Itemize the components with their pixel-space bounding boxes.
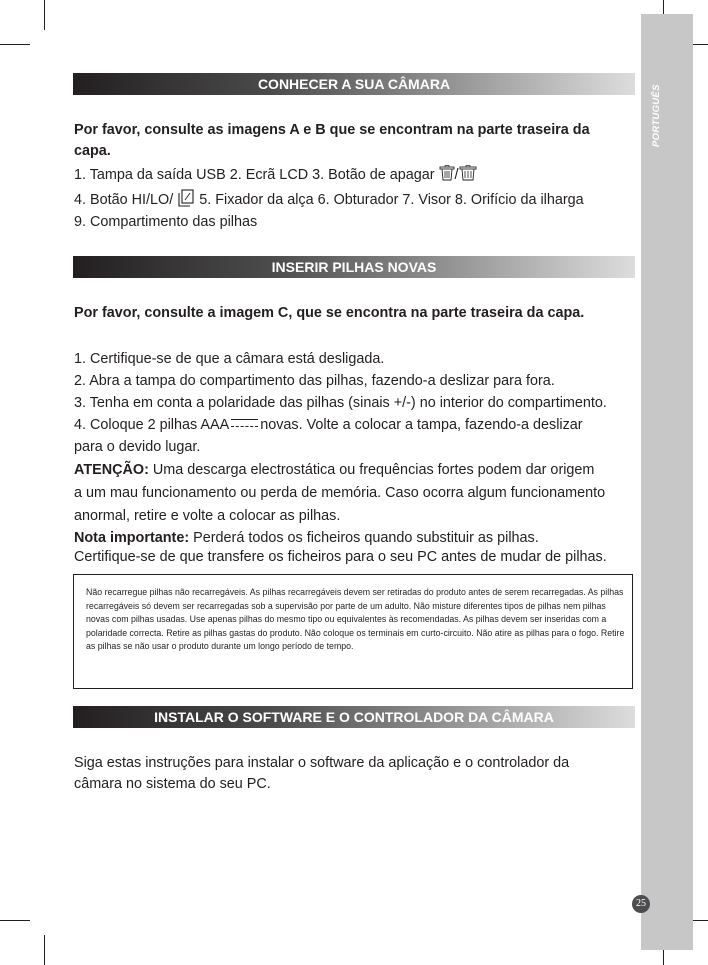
crop-mark [0,920,30,921]
crop-mark [44,0,45,30]
crop-mark [44,935,45,965]
attention-text: Uma descarga electrostática ou frequências fortes podem dar origem [148,462,595,478]
battery-step-4-text: 4. Coloque 2 pilhas AAA [74,417,230,433]
section1-intro-cont: capa. [74,143,111,159]
trash-all-icon [459,165,477,182]
attention-cont-1: a um mau funcionamento ou perda de memória. Caso ocorra algum funcionamento [74,485,606,501]
note-text: Perderá todos os ficheiros quando substituir as pilhas. [189,530,539,546]
parts-list-line-2 [74,189,584,210]
language-label: PORTUGUÊS [651,84,662,147]
attention-label: ATENÇÃO: [74,462,149,478]
image-quality-icon [177,189,195,207]
battery-step-2: 2. Abra a tampa do compartimento das pilhas, fazendo-a deslizar para fora. [74,373,555,389]
parts-list-text: 5. Fixador da alça 6. Obturador 7. Visor 8. Orifício da ilharga [195,192,584,208]
note-label: Nota importante: [74,530,190,546]
battery-step-4-cont: para o devido lugar. [74,439,201,455]
important-note [74,529,539,548]
parts-list-text: 4. Botão HI/LO/ [74,192,174,208]
attention-paragraph [74,461,594,480]
attention-cont-2: anormal, retire e volte a colocar as pilhas. [74,508,341,524]
parts-list-text: 1. Tampa da saída USB 2. Ecrã LCD 3. Botão de apagar [74,167,435,183]
language-side-tab [641,14,693,950]
install-instructions-line-2: câmara no sistema do seu PC. [74,776,271,792]
battery-step-3: 3. Tenha em conta a polaridade das pilhas (sinais +/-) no interior do compartimento. [74,395,607,411]
crop-mark [0,44,30,45]
battery-warning-text: Não recarregue pilhas não recarregáveis. As pilhas recarregáveis devem ser retiradas do produto antes de serem recarregadas. As pilhas recarregáveis só devem ser recarregadas sob a supervisão por parte de um adulto. Não misture diferentes tipos de pilhas nem pilhas novas com pilhas usadas. Use apenas pilhas do mesmo tipo ou equivalentes às recomendadas. As pilhas devem ser inseridas com a polaridade correcta. Retire as pilhas gastas do produto. Não coloque os terminais em curto-circuito. Não atire as pilhas para o fogo. Retire as pilhas se não usar o produto durante um longo período de tempo. [86,587,625,651]
install-instructions-line-1: Siga estas instruções para instalar o software da aplicação e o controlador da [74,755,570,771]
parts-list-line-3: 9. Compartimento das pilhas [74,214,258,230]
section-heading-insert-batteries: INSERIR PILHAS NOVAS [73,256,635,278]
direct-current-icon [231,419,258,427]
page-number: 25 [632,895,650,913]
section1-intro: Por favor, consulte as imagens A e B que se encontram na parte traseira da [74,122,590,138]
parts-list-line-1 [74,165,477,185]
important-note-cont: Certifique-se de que transfere os ficheiros para o seu PC antes de mudar de pilhas. [74,549,607,565]
battery-step-4 [74,416,583,435]
section-heading-install-software: INSTALAR O SOFTWARE E O CONTROLADOR DA CÂMARA [73,706,635,728]
trash-icon [439,165,455,182]
section-heading-know-camera: CONHECER A SUA CÂMARA [73,73,635,95]
icon-separator: / [454,167,459,183]
section2-intro: Por favor, consulte a imagem C, que se encontra na parte traseira da capa. [74,305,585,321]
battery-step-4-text-b: novas. Volte a colocar a tampa, fazendo-a deslizar [260,417,583,433]
battery-step-1: 1. Certifique-se de que a câmara está desligada. [74,351,385,367]
